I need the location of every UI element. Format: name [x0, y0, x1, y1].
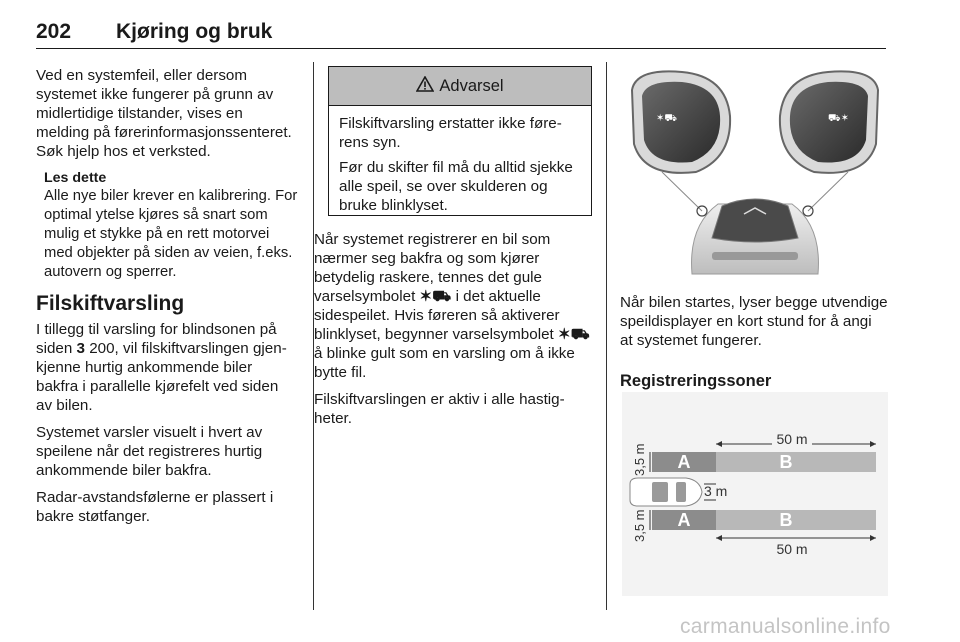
paragraph-radar-sensors: Radar-avstandsfølerne er plassert i bakre støtfanger.	[36, 489, 274, 525]
lane-change-warning-icon: ✶⛟	[419, 288, 452, 305]
page-header	[36, 8, 886, 49]
zone-b-bottom	[716, 510, 876, 530]
chapter-title: Kjøring og bruk	[116, 20, 273, 43]
zone-b-top	[716, 452, 876, 472]
warning-triangle-icon	[416, 76, 434, 97]
mirrors-illustration	[622, 66, 888, 282]
detection-zones-diagram	[622, 392, 888, 596]
warning-box	[328, 66, 592, 216]
warning-text-1: Filskiftvarsling erstatter ikke førerens syn.	[339, 115, 562, 151]
page-number: 202	[36, 20, 72, 43]
svg-text:✶⛟: ✶⛟	[656, 113, 677, 124]
warning-header	[329, 67, 591, 106]
note-block	[44, 169, 298, 282]
svg-text:⛟✶: ⛟✶	[828, 113, 849, 124]
note-title: Les dette	[44, 170, 107, 186]
paragraph-system-fault: Ved en systemfeil, eller dersom systemet ikke fungerer på grunn av midlertidige tilstander, vises en melding på førerinformasjonssenteret. Søk hjelp hos et verksted.	[36, 67, 292, 160]
paragraph-intro: I tillegg til varsling for blindsonen på siden 3 200, vil filskiftvarslingen gjenkjenne hurtig ankommende biler bakfra i parallelle kjørefelt ved siden av bilen.	[36, 321, 287, 414]
lane-change-warning-icon-2: ✶⛟	[557, 326, 590, 343]
warning-title: Advarsel	[439, 76, 504, 95]
paragraph-startup: Når bilen startes, lyser begge utvendige speildisplayer en kort stund for å angi at systemet fungerer.	[620, 294, 888, 349]
zone-b-label-top: B	[779, 452, 793, 472]
zone-a-label-bottom: A	[677, 510, 691, 530]
length-label-top: 50 m	[776, 431, 808, 447]
warning-text-2: Før du skifter fil må du alltid sjekke alle speil, se over skulderen og bruke blinklyset.	[339, 159, 573, 214]
subheading-zones: Registreringssoner	[620, 372, 772, 390]
width-label-bottom: 3,5 m	[632, 509, 647, 542]
length-label-bottom: 50 m	[776, 541, 808, 557]
page-reference-icon[interactable]: 3	[76, 340, 85, 357]
zone-a-label-top: A	[677, 452, 691, 472]
paragraph-detection: Når systemet registrerer en bil som nærmer seg bakfra og som kjører betydelig raskere, tennes det gule varselsymbolet ✶⛟ i det aktuelle sidespeilet. Hvis føreren så aktiverer blinklyset, begynner varselsymbolet ✶⛟ å blinke gult som en varsling om å ikke bytte fil.	[314, 231, 590, 381]
column-2	[314, 230, 592, 436]
zone-b-label-bottom: B	[779, 510, 793, 530]
column-divider-2	[606, 62, 607, 610]
column-3	[620, 293, 888, 391]
warning-body	[329, 106, 591, 229]
watermark: carmanualsonline.info	[680, 615, 891, 638]
note-body: Alle nye biler krever en kalibrering. For optimal ytelse kjøres så snart som mulig et stykke på en rett motorvei med objekter på siden av veien, f.eks. autovern og sperrer.	[44, 188, 298, 280]
width-label-top: 3,5 m	[632, 443, 647, 476]
paragraph-active-speeds: Filskiftvarslingen er aktiv i alle hastigheter.	[314, 391, 565, 427]
section-title: Filskiftvarsling	[36, 292, 185, 315]
paragraph-visual-alert: Systemet varsler visuelt i hvert av speilene når det registreres hurtig ankommende biler bakfra.	[36, 424, 263, 479]
column-1	[36, 66, 298, 534]
gap-label: 3 m	[704, 483, 728, 499]
